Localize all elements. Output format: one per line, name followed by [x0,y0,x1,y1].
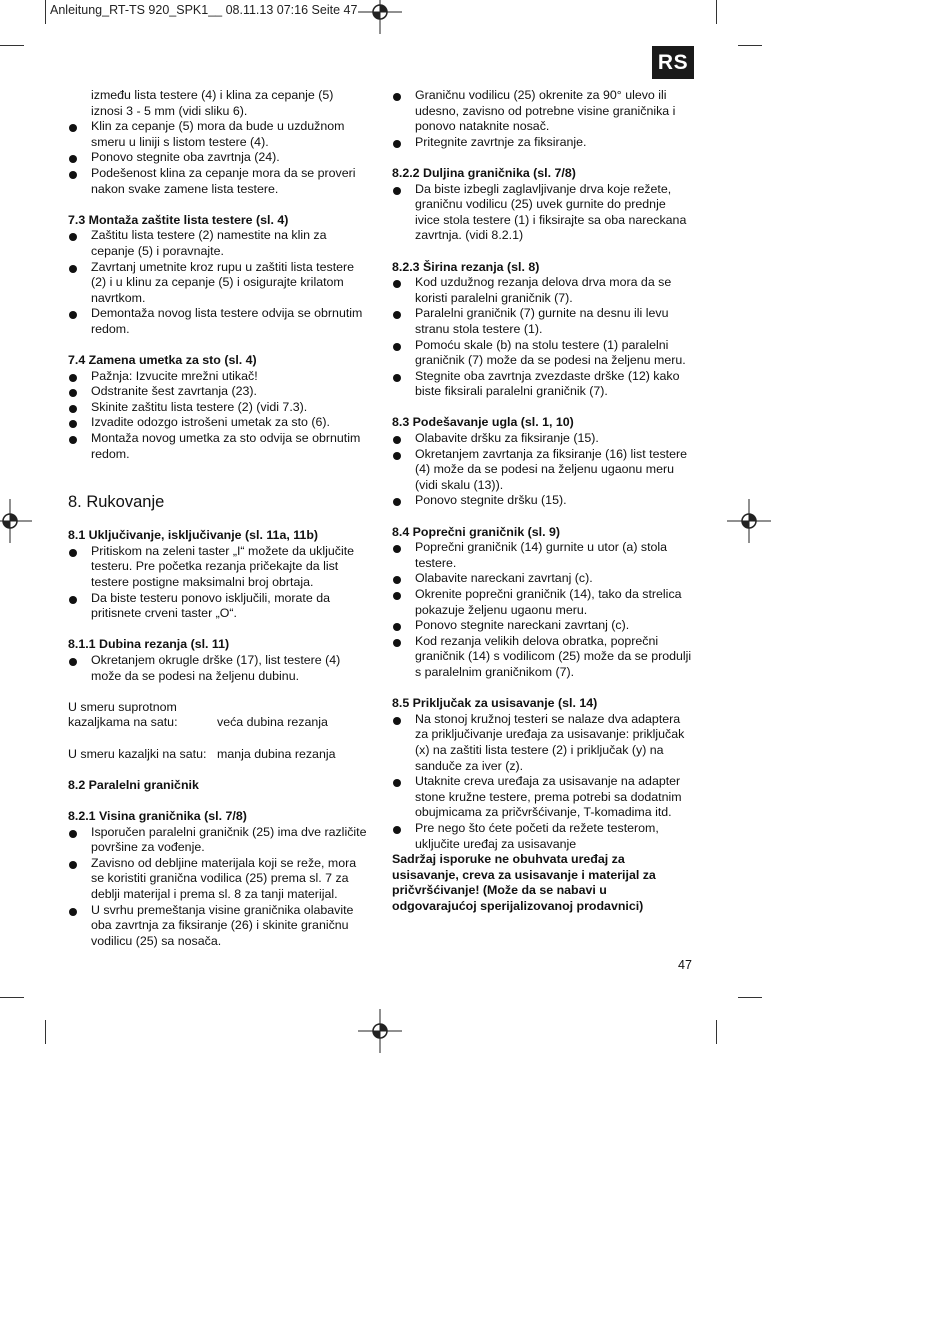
list-item-text: Pažnja: Izvucite mrežni utikač! [91,368,258,383]
list-item-text: Kod rezanja velikih delova obratka, poprečni graničnik (14) s vodilicom (25) može da se produlji s paralelnim graničnikom (7). [415,633,692,679]
bullet-icon [69,908,77,916]
list-item-text: Isporučen paralelni graničnik (25) ima dve različite površine za vođenje. [91,824,367,855]
bullet-icon [69,405,77,413]
list-item-text: Utaknite creva uređaja za usisavanje na adapter stone kružne testere, prema potrebi sa dodatnim obujmicama za pričvršćivanje, T-komadima itd. [415,774,682,820]
list-item [68,228,370,259]
bullet-icon [393,826,401,834]
list-item [68,591,370,622]
bullet-list [68,653,370,684]
bullet-icon [393,498,401,506]
list-item [68,825,370,856]
list-item-text: Pritegnite zavrtnje za fiksiranje. [415,134,587,149]
bullet-icon [393,140,401,148]
bullet-icon [393,639,401,647]
list-item-text: Izvadite odozgo istrošeni umetak za sto (6). [91,415,330,430]
bullet-icon [69,830,77,838]
section-heading: 8.1 Uključivanje, isključivanje (sl. 11a, 11b) [68,528,319,543]
chapter-title: 8. Rukovanje [68,493,165,512]
bullet-icon [69,311,77,319]
bullet-icon [393,187,401,195]
list-item [392,182,692,244]
list-item [392,431,692,447]
bullet-icon [69,374,77,382]
bullet-icon [393,452,401,460]
crosshair-registration-icon [727,499,771,543]
bullet-icon [393,545,401,553]
bullet-list [392,540,692,680]
bullet-icon [69,171,77,179]
section-heading: 8.2.3 Širina rezanja (sl. 8) [392,259,540,274]
crop-mark-bottom-left-h [0,997,24,998]
list-item [392,306,692,337]
bullet-list [392,275,692,400]
section-heading: 8.1.1 Dubina rezanja (sl. 11) [68,637,230,652]
list-item-text: Zavisno od debljine materijala koji se reže, mora se koristiti granična vodilica (25) prema sl. 7 za deblji materijal i prema sl. 8 za tanji materijal. [91,855,357,901]
list-item-text: Klin za cepanje (5) mora da bude u uzdužnom smeru u liniji s listom testere (4). [91,119,345,149]
bullet-icon [69,420,77,428]
direction-left-label: kazaljkama na satu: [68,715,178,730]
list-item-text: Paralelni graničnik (7) gurnite na desnu ili levu stranu stola testere (1). [415,306,669,336]
list-item [392,369,692,400]
list-item-text: Okrenite poprečni graničnik (14), tako da strelica pokazuje željenu ugaonu meru. [415,587,682,617]
list-item-text: Pre nego što ćete početi da režete testerom, uključite uređaj za usisavanje [415,820,659,851]
crop-mark-top-right-v [716,0,717,24]
list-item [392,712,692,774]
bullet-list [68,544,370,622]
bullet-icon [69,389,77,397]
direction-result: veća dubina rezanja [217,715,328,730]
direction-result: manja dubina rezanja [217,746,336,761]
direction-row [68,715,370,731]
crop-mark-bottom-right-h [738,997,762,998]
bullet-list [392,182,692,244]
list-item [68,544,370,591]
list-item [392,618,692,634]
bullet-icon [393,592,401,600]
crosshair-registration-icon [358,0,402,34]
list-item [392,821,692,852]
section-heading: 7.4 Zamena umetka za sto (sl. 4) [68,353,257,368]
bullet-icon [393,374,401,382]
list-item-text: U svrhu premeštanja visine graničnika olabavite oba zavrtnja za fiksiranje (26) i skinite graničnu vodilicu (25) sa nosača. [91,902,354,948]
list-item-text: Ponovo stegnite dršku (15). [415,493,567,508]
list-item [68,369,370,385]
list-item [392,88,692,135]
section-heading: 8.2.1 Visina graničnika (sl. 7/8) [68,808,247,823]
list-item [68,431,370,462]
bullet-icon [393,779,401,787]
list-item [68,903,370,950]
left-column [68,88,370,949]
print-slug: Anleitung_RT-TS 920_SPK1__ 08.11.13 07:16 Seite 47 [50,3,358,17]
list-item-text: Zaštitu lista testere (2) namestite na klin za cepanje (5) i poravnajte. [91,228,327,258]
crop-mark-top-right-h [738,45,762,46]
list-item-text: Zavrtanj umetnite kroz rupu u zaštiti lista testere (2) i u klinu za cepanje (5) i osigurajte krilatom navrtkom. [91,259,355,305]
list-item [68,119,370,150]
section-heading: 8.2.2 Duljina graničnika (sl. 7/8) [392,165,576,180]
section-heading: 7.3 Montaža zaštite lista testere (sl. 4) [68,212,289,227]
list-item-text: Skinite zaštitu lista testere (2) (vidi 7.3). [91,399,308,414]
list-item-text: Graničnu vodilicu (25) okrenite za 90° ulevo ili udesno, zavisno od potrebne visine graničnika i ponovo nataknite nosač. [415,88,676,134]
list-item-text: Pomoću skale (b) na stolu testere (1) paralelni graničnik (7) može da se podesi na željenu meru. [415,337,686,368]
bullet-list [392,712,692,852]
section-heading: 8.4 Poprečni graničnik (sl. 9) [392,524,561,539]
intro-line: između lista testere (4) i klina za cepanje (5) [91,88,334,102]
list-item [68,384,370,400]
list-item [68,150,370,166]
language-badge: RS [652,46,694,79]
bullet-icon [69,233,77,241]
crop-mark-bottom-left-v [45,1020,46,1044]
direction-left-label: U smeru kazaljki na satu: [68,746,207,761]
list-item-text: Kod uzdužnog rezanja delova drva mora da se koristi paralelni graničnik (7). [415,275,672,305]
list-item [392,774,692,821]
bullet-icon [393,436,401,444]
bullet-icon [69,549,77,557]
list-item [68,653,370,684]
list-item-text: Pritiskom na zeleni taster „I“ možete da uključite testeru. Pre početka rezanja pričekajte da list testere postigne maksimalni broj obrtaja. [91,543,355,590]
list-item [392,540,692,571]
crop-mark-top-left-v [45,0,46,24]
list-item [392,587,692,618]
list-item [68,415,370,431]
bullet-icon [69,436,77,444]
list-item-text: Poprečni graničnik (14) gurnite u utor (a) stola testere. [415,540,668,570]
list-item-text: Olabavite nareckani zavrtanj (c). [415,571,593,586]
intro-line: iznosi 3 - 5 mm (vidi sliku 6). [91,103,248,118]
bullet-list [392,431,692,509]
crosshair-registration-icon [0,499,32,543]
bullet-icon [393,623,401,631]
list-item [392,493,692,509]
list-item [68,400,370,416]
list-item [68,260,370,307]
list-item [392,275,692,306]
page-number: 47 [678,958,692,972]
bullet-icon [69,658,77,666]
list-item-text: Olabavite dršku za fiksiranje (15). [415,431,599,446]
list-item-text: Okretanjem zavrtanja za fiksiranje (16) list testere (4) može da se podesi na željenu ugaonu meru (vidi skalu (13)). [415,446,688,492]
section-heading: 8.5 Priključak za usisavanje (sl. 14) [392,696,598,711]
bullet-icon [69,124,77,132]
list-item-text: Da biste izbegli zaglavljivanje drva koje režete, graničnu vodilicu (25) uvek gurnite do prednje ivice stola testere (1) i fiksirajte sa oba nareckana zavrtnja. (vidi 8.2.1) [415,181,687,243]
section-heading: 8.3 Podešavanje ugla (sl. 1, 10) [392,415,574,430]
bullet-list [68,369,370,463]
bullet-icon [69,596,77,604]
bullet-icon [393,280,401,288]
list-item-text: Demontaža novog lista testere odvija se obrnutim redom. [91,306,363,336]
bullet-icon [393,717,401,725]
bullet-list [68,119,370,197]
section-heading: 8.2 Paralelni graničnik [68,777,199,792]
list-item-text: Ponovo stegnite nareckani zavrtanj (c). [415,618,630,633]
list-item [392,135,692,151]
list-item-text: Podešenost klina za cepanje mora da se proveri nakon svake zamene lista testere. [91,165,356,196]
list-item-text: Stegnite oba zavrtnja zvezdaste drške (12) kako biste fiksirali paralelni graničnik (7). [415,368,680,399]
bullet-list [68,228,370,337]
crop-mark-top-left-h [0,45,24,46]
bullet-icon [393,343,401,351]
list-item [392,338,692,369]
direction-left-label: U smeru suprotnom [68,699,177,714]
delivery-note: Sadržaj isporuke ne obuhvata uređaj za usisavanje, creva za usisavanje i materijal za pričvršćivanje! (Može da se nabavi u odgovarajućoj sperijalizovanoj prodavnici) [392,852,656,913]
list-item-text: Odstranite šest zavrtanja (23). [91,384,257,399]
direction-row [68,747,370,763]
list-item-text: Ponovo stegnite oba zavrtnja (24). [91,150,280,165]
list-item-text: Na stonoj kružnoj testeri se nalaze dva adaptera za priključivanje uređaja za usisavanje: priključak (x) na zaštiti lista testere (2) i priključak (y) na sanduče za iver (z). [415,711,685,773]
list-item [392,634,692,681]
bullet-list [392,88,692,150]
right-column [392,88,692,914]
bullet-list [68,825,370,950]
list-item-text: Montaža novog umetka za sto odvija se obrnutim redom. [91,431,361,461]
list-item [392,447,692,494]
list-item-text: Da biste testeru ponovo isključili, morate da pritisnete crveni taster „O“. [91,590,330,621]
bullet-icon [69,155,77,163]
list-item [392,571,692,587]
list-item-text: Okretanjem okrugle drške (17), list testere (4) može da se podesi na željenu dubinu. [91,653,341,683]
bullet-icon [393,93,401,101]
bullet-icon [393,311,401,319]
spacer [68,731,370,747]
crop-mark-bottom-right-v [716,1020,717,1044]
bullet-icon [69,861,77,869]
list-item [68,306,370,337]
crosshair-registration-icon [358,1009,402,1053]
list-item [68,856,370,903]
list-item [68,166,370,197]
bullet-icon [393,576,401,584]
bullet-icon [69,265,77,273]
spacer [68,684,370,700]
